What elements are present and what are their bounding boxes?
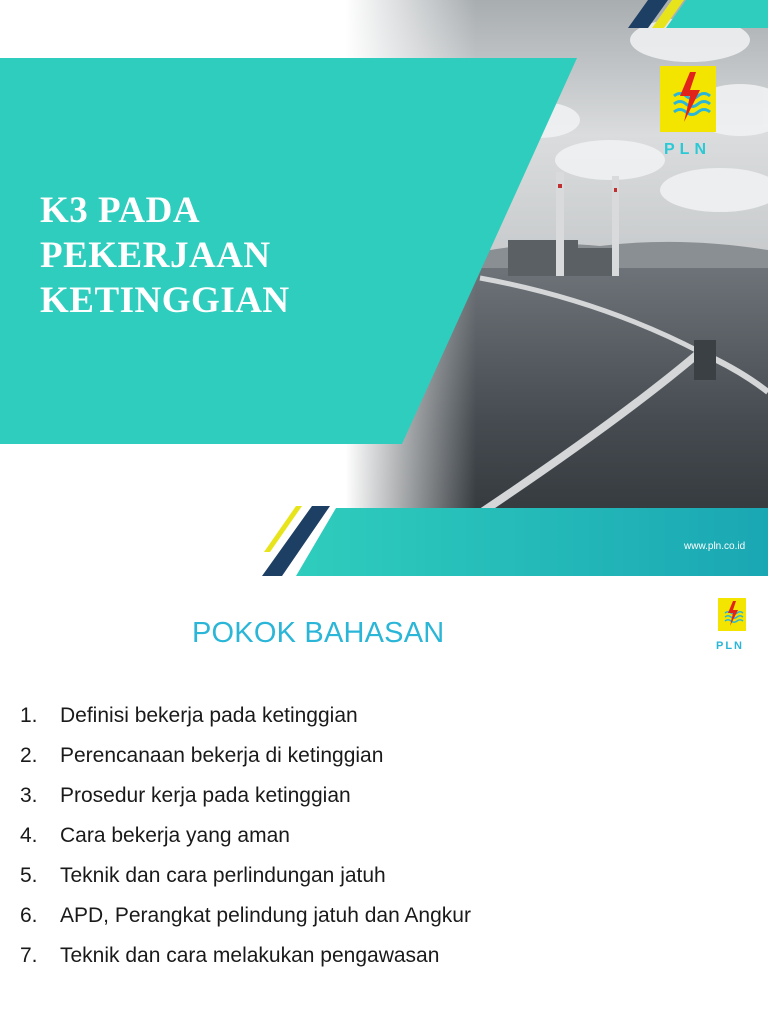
list-item bbox=[20, 784, 471, 824]
title-line-2: PEKERJAAN bbox=[40, 235, 271, 276]
topic-number: 1. bbox=[20, 704, 38, 727]
topic-number: 7. bbox=[20, 944, 38, 967]
topic-text: APD, Perangkat pelindung jatuh dan Angkur bbox=[60, 904, 471, 927]
topic-number: 2. bbox=[20, 744, 38, 767]
list-item bbox=[20, 744, 471, 784]
topic-number: 4. bbox=[20, 824, 38, 847]
pln-logo-icon bbox=[660, 66, 716, 132]
topic-number: 5. bbox=[20, 864, 38, 887]
title-line-3: KETINGGIAN bbox=[40, 280, 290, 321]
pln-logo-text: PLN bbox=[664, 141, 711, 158]
topic-text: Definisi bekerja pada ketinggian bbox=[60, 704, 358, 727]
list-item bbox=[20, 864, 471, 904]
topic-text: Teknik dan cara perlindungan jatuh bbox=[60, 864, 386, 887]
pln-logo-icon-small bbox=[718, 598, 746, 631]
list-item bbox=[20, 904, 471, 944]
topic-text: Cara bekerja yang aman bbox=[60, 824, 290, 847]
topic-text: Prosedur kerja pada ketinggian bbox=[60, 784, 351, 807]
agenda-slide bbox=[0, 576, 768, 1024]
topic-text: Perencanaan bekerja di ketinggian bbox=[60, 744, 384, 767]
pln-logo-text-small: PLN bbox=[716, 640, 744, 652]
slide-title bbox=[40, 188, 370, 323]
list-item bbox=[20, 824, 471, 864]
website-url: www.pln.co.id bbox=[684, 541, 746, 552]
topic-number: 6. bbox=[20, 904, 38, 927]
title-line-1: K3 PADA bbox=[40, 190, 201, 231]
topic-text: Teknik dan cara melakukan pengawasan bbox=[60, 944, 440, 967]
topic-list bbox=[20, 704, 471, 984]
list-item bbox=[20, 704, 471, 744]
section-title: POKOK BAHASAN bbox=[192, 617, 445, 649]
topic-number: 3. bbox=[20, 784, 38, 807]
list-item bbox=[20, 944, 471, 984]
